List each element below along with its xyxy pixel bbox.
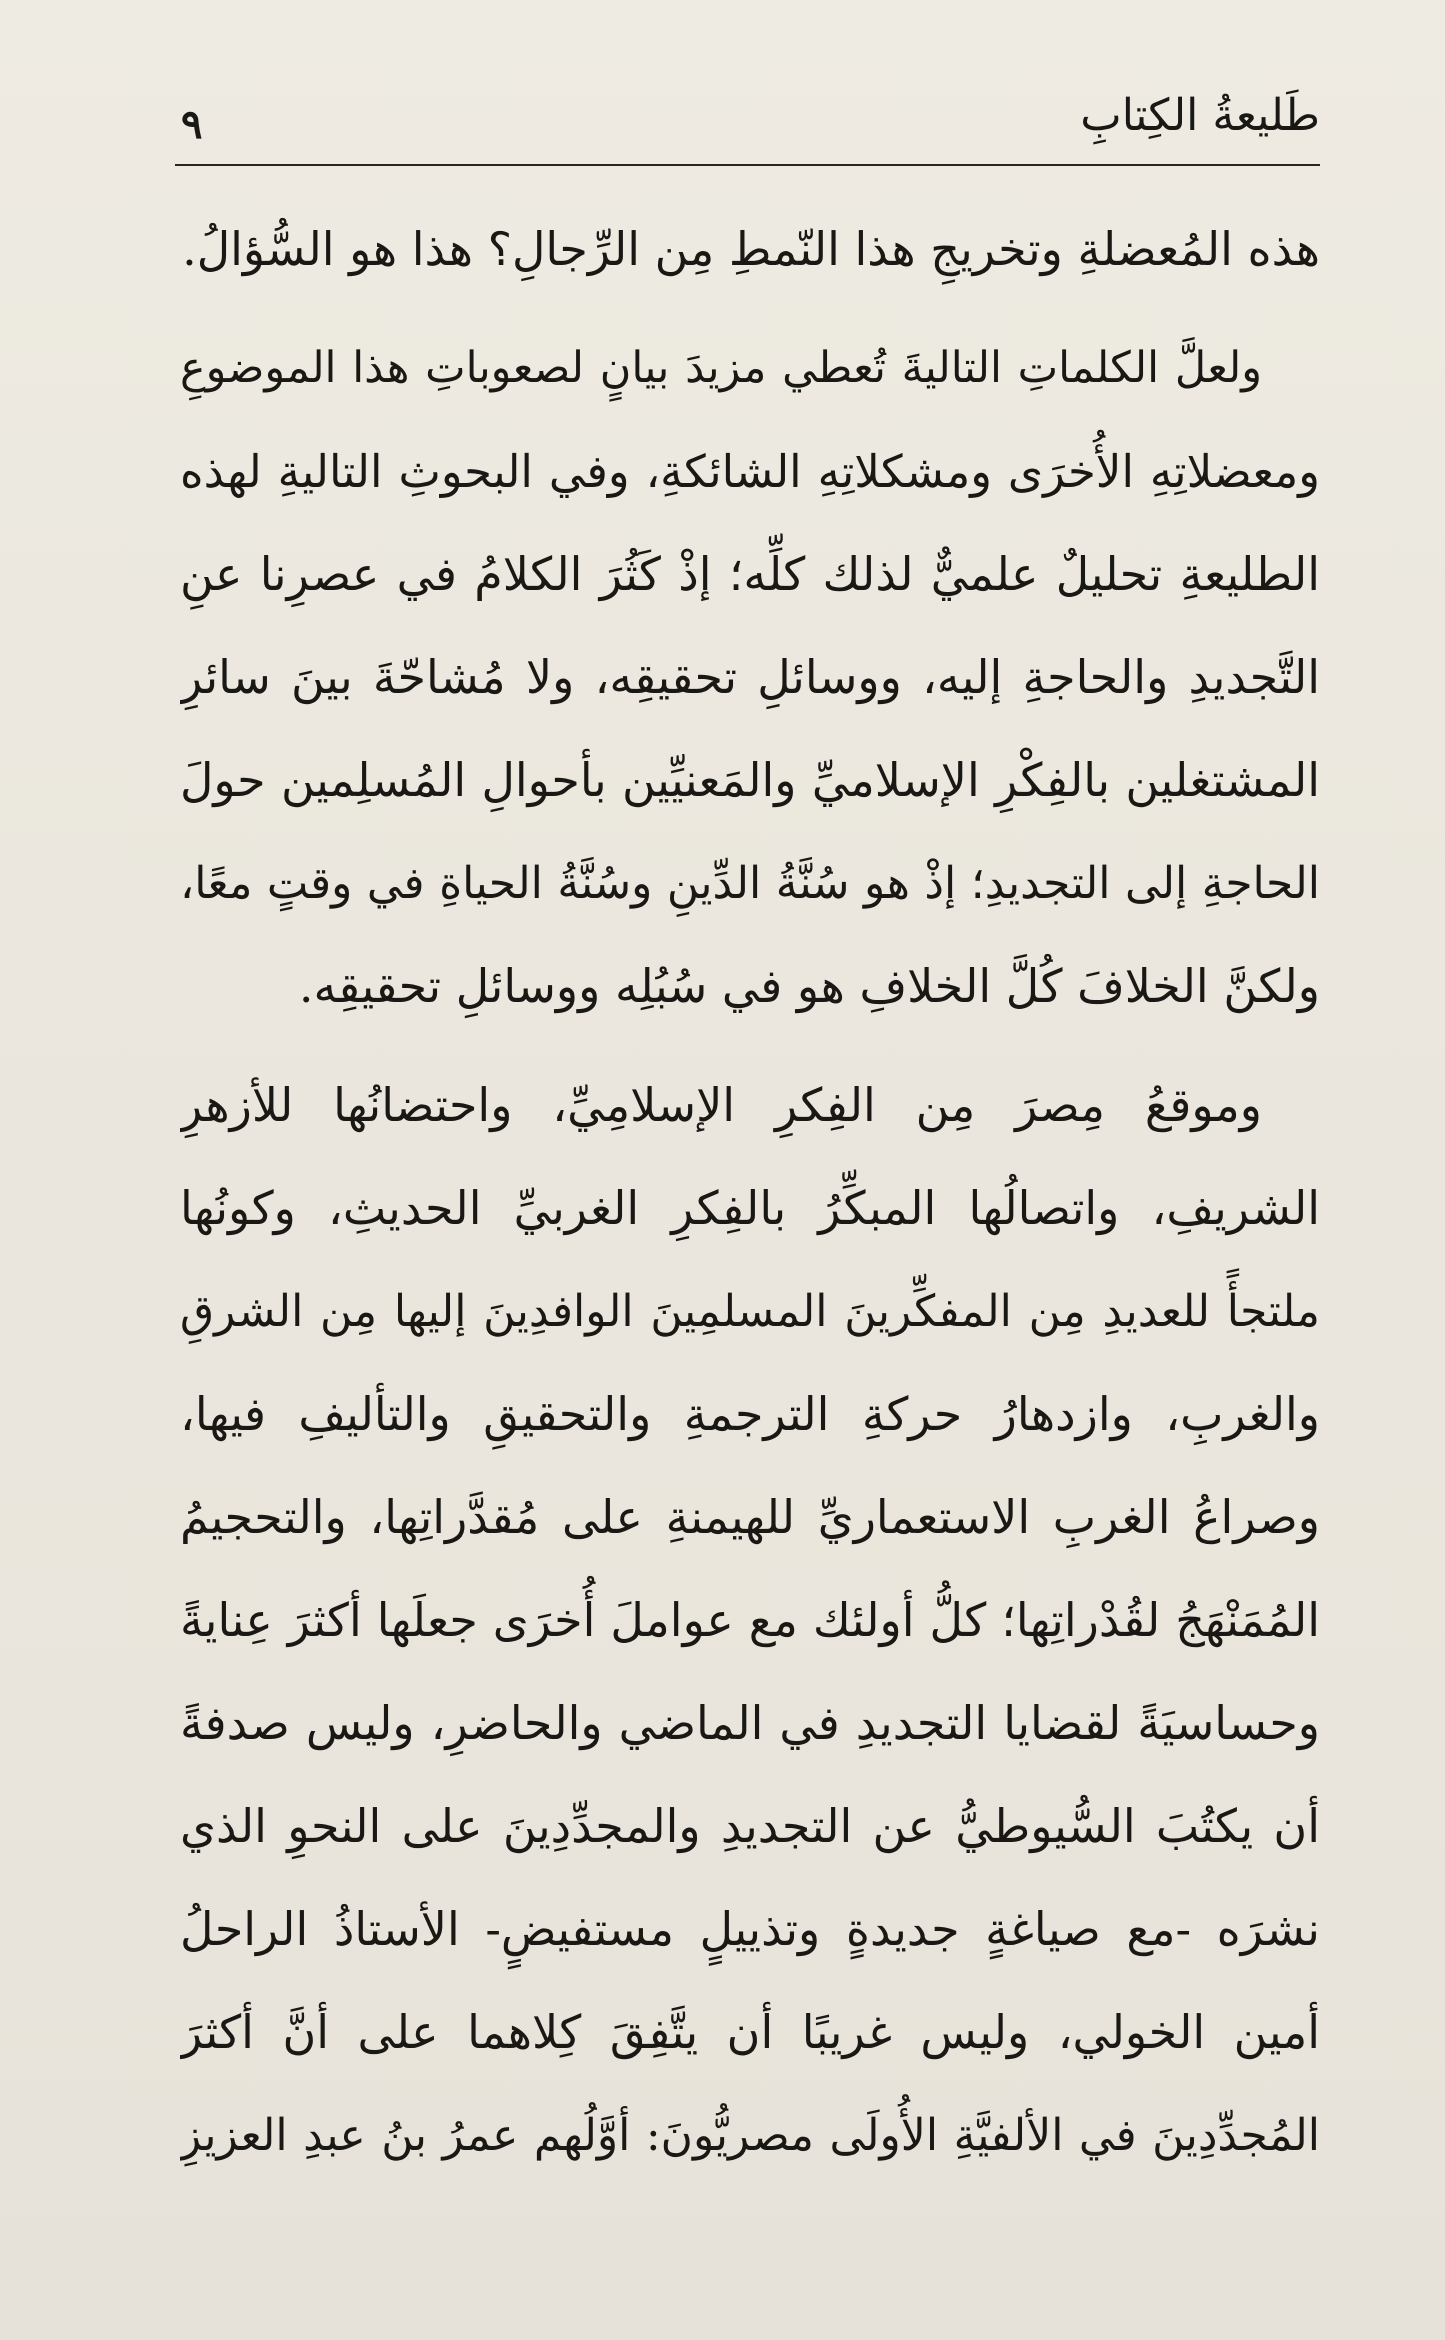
text-line: ولعلَّ الكلماتِ التاليةَ تُعطي مزيدَ بيانٍ لصعوباتِ هذا الموضوعِ [180, 343, 1262, 393]
text-line: وموقعُ مِصرَ مِن الفِكرِ الإسلامِيِّ، واحتضانُها للأزهرِ [180, 1078, 1262, 1132]
text-line: ولكنَّ الخلافَ كُلَّ الخلافِ هو في سُبُلِه ووسائلِ تحقيقِه. [298, 959, 1320, 1013]
text-line: الشريفِ، واتصالُها المبكِّرُ بالفِكرِ الغربيِّ الحديثِ، وكونُها [180, 1181, 1320, 1235]
paragraph [180, 1054, 1320, 2187]
paragraph-gap [180, 1038, 1320, 1054]
text-line: الطليعةِ تحليلٌ علميٌّ لذلك كلِّه؛ إذْ كَثُرَ الكلامُ في عصرِنا عنِ [180, 547, 1320, 601]
text-line: وصراعُ الغربِ الاستعماريِّ للهيمنةِ على مُقدَّراتِها، والتحجيمُ [180, 1490, 1320, 1544]
text-line: والغربِ، وازدهارُ حركةِ الترجمةِ والتحقيقِ والتأليفِ فيها، [180, 1387, 1320, 1441]
text-line: المُجدِّدِينَ في الألفيَّةِ الأُولَى مصريُّونَ: أوَّلُهم عمرُ بنُ عبدِ العزيزِ [180, 2110, 1320, 2161]
text-line: ومعضلاتِهِ الأُخرَى ومشكلاتِهِ الشائكةِ، وفي البحوثِ التاليةِ لهذه [180, 445, 1320, 498]
text-line: المُمَنْهَجُ لقُدْراتِها؛ كلُّ أولئك مع عواملَ أُخرَى جعلَها أكثرَ عِنايةً [180, 1593, 1320, 1647]
text-line: نشرَه -مع صياغةٍ جديدةٍ وتذييلٍ مستفيضٍ- الأستاذُ الراحلُ [180, 1902, 1320, 1956]
text-line: أمين الخولي، وليس غريبًا أن يتَّفِقَ كِلاهما على أنَّ أكثرَ [180, 2005, 1320, 2059]
text-line: أن يكتُبَ السُّيوطيُّ عن التجديدِ والمجدِّدِينَ على النحوِ الذي [180, 1799, 1320, 1853]
paragraph [180, 317, 1320, 1038]
page-number: ٩ [181, 101, 203, 148]
running-head-title: طَليعةُ الكِتابِ [1080, 90, 1320, 141]
text-line: ملتجأً للعديدِ مِن المفكِّرينَ المسلمِينَ الوافدِينَ إليها مِن الشرقِ [180, 1286, 1320, 1337]
paragraph [180, 198, 1320, 301]
body-text [180, 198, 1320, 2187]
header-rule [175, 164, 1320, 166]
text-line: الحاجةِ إلى التجديدِ؛ إذْ هو سُنَّةُ الدِّينِ وسُنَّةُ الحياةِ في وقتٍ معًا، [180, 858, 1320, 909]
running-header [175, 78, 1320, 168]
text-line: المشتغلين بالفِكْرِ الإسلاميِّ والمَعنيِّين بأحوالِ المُسلِمين حولَ [180, 753, 1320, 807]
paragraph-gap [180, 301, 1320, 317]
text-line: وحساسيَةً لقضايا التجديدِ في الماضي والحاضرِ، وليس صدفةً [180, 1696, 1320, 1750]
text-line: هذه المُعضلةِ وتخريجِ هذا النّمطِ مِن الرِّجالِ؟ هذا هو السُّؤالُ. [182, 222, 1320, 276]
text-line: التَّجديدِ والحاجةِ إليه، ووسائلِ تحقيقِه، ولا مُشاحّةَ بينَ سائرِ [180, 650, 1320, 704]
